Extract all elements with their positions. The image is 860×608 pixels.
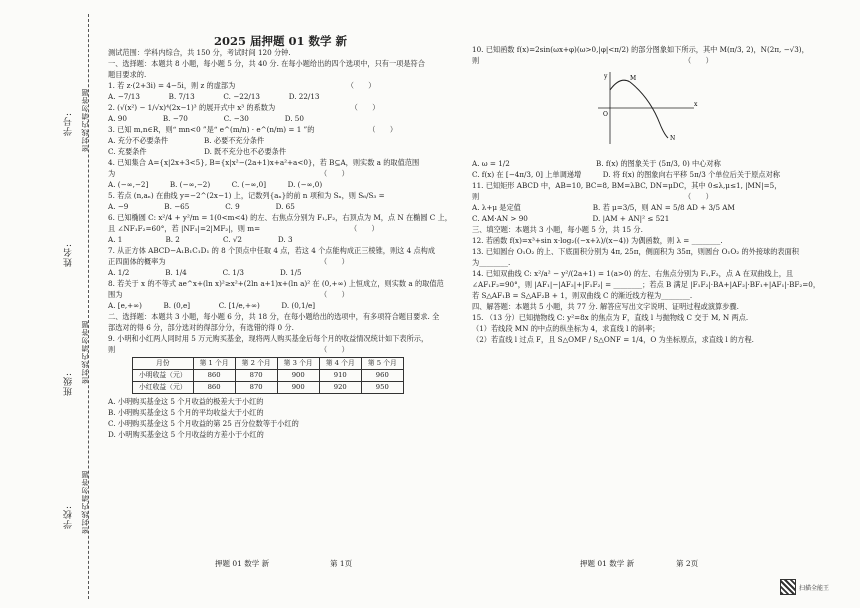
- number-label: 学号:: [64, 112, 74, 137]
- income-table: [132, 357, 404, 394]
- right-question-lines: [472, 44, 812, 66]
- table-row: [133, 382, 404, 394]
- question-line: 则 （ ）: [472, 56, 713, 65]
- question-line: 9. 小明和小红两人同时用 5 万元购买基金，现将两人购买基金后每个月的收益情况统计如下表所示，: [108, 334, 429, 343]
- question-line: 7. 从正方体 ABCD−A₁B₁C₁D₁ 的 8 个顶点中任取 4 点，若这 4 个点能构成正三棱锥，则这 4 点构成: [108, 246, 436, 255]
- seal-note-top: 密封线内请勿答题: [81, 88, 89, 152]
- question-line: 6. 已知椭圆 C: x²/4 + y²/m = 1(0<m<4) 的左、右焦点分别为 F₁,F₂，右顶点为 M，点 N 在椭圆 C 上，: [108, 213, 452, 222]
- question-line: 三、填空题：本题共 3 小题，每小题 5 分，共 15 分.: [472, 225, 643, 234]
- question-line: B. 小明购买基金这 5 个月的平均收益大于小红的: [108, 408, 264, 417]
- point-n-label: N: [670, 135, 676, 142]
- question-line: 14. 已知双曲线 C: x²/a² − y²/(2a+1) = 1(a>0) 的左、右焦点分别为 F₁,F₂，点 A 在双曲线上，且: [472, 269, 794, 278]
- table-cell: 第 1 个月: [193, 358, 235, 370]
- question-line: 为________.: [472, 258, 511, 267]
- question-line: 围为 （ ）: [108, 290, 349, 299]
- question-line: A. −9 B. −65 C. 9 D. 65: [108, 202, 295, 211]
- point-m-label: M: [630, 75, 637, 82]
- question-line: 10. 已知函数 f(x)=2sin(ωx+φ)(ω>0,|φ|<π/2) 的部分图象如下所示，其中 M(π/3, 2)，N(2π, −√3)，: [472, 45, 809, 54]
- question-line: C. f(x) 在 [−4π/3, 0] 上单调递增 D. 将 f(x) 的图象向右平移 5π/3 个单位后关于原点对称: [472, 170, 780, 179]
- school-label: 学校:: [64, 505, 74, 530]
- table-cell: 870: [235, 382, 277, 394]
- question-line: 5. 若点 (n,aₙ) 在曲线 y=−2^(2x−1) 上，记数列{aₙ}的前 n 项和为 Sₙ，则 S₆/S₃ =: [108, 191, 385, 200]
- seal-dashed-line: [88, 14, 89, 599]
- table-header-row: [133, 358, 404, 370]
- question-line: 为 （ ）: [108, 169, 349, 178]
- question-line: C. 小明购买基金这 5 个月收益的第 25 百分位数等于小红的: [108, 419, 299, 428]
- question-line: 若 S△AF₁B = S△AF₂B + 1，则双曲线 C 的渐近线方程为________.: [472, 291, 693, 300]
- table-cell: 第 3 个月: [277, 358, 319, 370]
- question-line: A. (−∞,−2] B. (−∞,−2) C. (−∞,0] D. (−∞,0): [108, 180, 323, 189]
- table-cell: 第 4 个月: [319, 358, 361, 370]
- question-line: A. 90 B. −70 C. −30 D. 50: [108, 114, 304, 123]
- table-cell: 小红收益（元）: [133, 382, 194, 394]
- exam-title: 2025 届押题 01 数学 新: [213, 34, 348, 48]
- question-line: 题目要求的.: [108, 70, 147, 79]
- question-line: D. 小明购买基金这 5 个月收益的方差小于小红的: [108, 430, 264, 439]
- name-label: 姓名:: [64, 243, 74, 268]
- question-line: A. λ+μ 是定值 B. 若 μ=3/5，则 AN = 5/8 AD + 3/5 AM: [472, 203, 735, 212]
- question-line: A. −7/13 B. 7/13 C. −22/13 D. 22/13: [108, 92, 320, 101]
- question-line: 1. 若 z·(2+3i) = 4−5i，则 z 的虚部为 （ ）: [108, 81, 376, 90]
- table-row: [133, 370, 404, 382]
- question-line: A. ω = 1/2 B. f(x) 的图象关于 (5π/3, 0) 中心对称: [472, 159, 721, 168]
- question-line: 四、解答题：本题共 5 小题，共 77 分. 解答应写出文字说明、证明过程或演算步骤.: [472, 302, 739, 311]
- qr-code-icon: [780, 579, 796, 595]
- question-line: 部选对的得 6 分，部分选对的得部分分，有选错的得 0 分.: [108, 323, 294, 332]
- left-footer-page: 第 1页: [330, 559, 353, 568]
- question-line: A. 1 B. 2 C. √2 D. 3: [108, 235, 293, 244]
- question-line: 4. 已知集合 A={x|2x+3<5}, B={x|x²−(2a+1)x+a²+a<0}，若 B⊆A，则实数 a 的取值范围: [108, 158, 420, 167]
- seal-note-middle: 密封线内请勿答题: [81, 320, 89, 384]
- question-line: 测试范围：学科内综合，共 150 分，考试时间 120 分钟.: [108, 48, 291, 57]
- table-cell: 900: [277, 370, 319, 382]
- table-cell: 950: [361, 382, 403, 394]
- sine-graph: [590, 68, 700, 148]
- origin-label: O: [603, 111, 608, 118]
- table-cell: 860: [193, 370, 235, 382]
- left-column: [108, 36, 453, 440]
- left-footer-title: 押题 01 数学 新: [215, 559, 270, 568]
- question-line: 13. 已知圆台 O₁O₂ 的上、下底面积分别为 4π, 25π，侧面积为 35π，则圆台 O₁O₂ 的外接球的表面积: [472, 247, 799, 256]
- question-line: 2. (√(x²) − 1/√x)⁴(2x−1)³ 的展开式中 x³ 的系数为 （ ）: [108, 103, 380, 112]
- q9-options: [108, 396, 453, 440]
- table-cell: 870: [235, 370, 277, 382]
- table-cell: 900: [277, 382, 319, 394]
- table-cell: 960: [361, 370, 403, 382]
- binding-margin: [0, 0, 92, 608]
- scanner-stamp: [780, 578, 852, 596]
- sine-curve: [610, 80, 668, 138]
- table-cell: 920: [319, 382, 361, 394]
- table-cell: 第 5 个月: [361, 358, 403, 370]
- right-footer-page: 第 2页: [676, 559, 699, 568]
- scanner-stamp-text: 扫描全能王: [799, 584, 830, 592]
- question-line: 15. （13 分）已知抛物线 C: y²=8x 的焦点为 F，直线 l 与抛物线 C 交于 M, N 两点.: [472, 313, 749, 322]
- question-line: 11. 已知矩形 ABCD 中，AB=10, BC=8, BM=λBC, DN=μDC，其中 0≤λ,μ≤1, |MN|=5，: [472, 181, 782, 190]
- question-line: C. AM·AN > 90 D. |AM + AN|² ≤ 521: [472, 214, 670, 223]
- question-line: 正四面体的概率为 （ ）: [108, 257, 349, 266]
- table-cell: 月份: [133, 358, 194, 370]
- question-line: ∠AF₁F₂=90°，则 |AF₁|−|AF₂|+|F₁F₂| = ________；若点 B 满足 |F₁F₂|·BA+|AF₂|·BF₁+|AF₁|·BF₂=0，: [472, 280, 821, 289]
- question-line: 12. 若函数 f(x)=x³+sin x·log₂((−x+λ)/(x−4)) 为偶函数，则 λ = ________.: [472, 236, 723, 245]
- question-line: 3. 已知 m,n∈R，则“ mn<0 ”是“ e^(m/n) · e^(n/m) = 1 ”的 （ ）: [108, 125, 398, 134]
- question-line: A. [e,+∞) B. (0,e] C. [1/e,+∞) D. (0,1/e]: [108, 301, 316, 310]
- class-label: 班级:: [64, 372, 74, 397]
- left-question-lines: [108, 47, 453, 355]
- table-cell: 860: [193, 382, 235, 394]
- question-line: 则 （ ）: [108, 345, 349, 354]
- question-line: 二、选择题：本题共 3 小题，每小题 6 分，共 18 分，在每小题给出的选项中，有多项符合题目要求. 全: [108, 312, 440, 321]
- question-line: 一、选择题：本题共 8 小题，每小题 5 分，共 40 分. 在每小题给出的四个选项中，只有一项是符合: [108, 59, 425, 68]
- right-question-lines-2: [472, 158, 821, 345]
- y-axis-label: y: [604, 73, 608, 80]
- question-line: 则 （ ）: [472, 192, 713, 201]
- right-footer-title: 押题 01 数学 新: [580, 559, 635, 568]
- question-line: （2）若直线 l 过点 F，且 S△OMF / S△ONF = 1/4，O 为坐标原点，求直线 l 的方程.: [472, 335, 754, 344]
- question-line: 8. 若关于 x 的不等式 ae^x+(ln x)²≥x²+(2ln a+1)x+(ln a)² 在 (0,+∞) 上恒成立，则实数 a 的取值范: [108, 279, 444, 288]
- question-line: A. 小明购买基金这 5 个月收益的极差大于小红的: [108, 397, 264, 406]
- table-cell: 小明收益（元）: [133, 370, 194, 382]
- seal-note-bottom: 密封线内请勿答题: [81, 470, 89, 534]
- question-line: A. 充分不必要条件 B. 必要不充分条件: [108, 136, 265, 145]
- question-line: （1）若线段 MN 的中点的纵坐标为 4，求直线 l 的斜率；: [472, 324, 660, 333]
- question-line: C. 充要条件 D. 既不充分也不必要条件: [108, 147, 287, 156]
- question-line: 且 ∠NF₁F₂=60°，若 |NF₁|=2|MF₂|，则 m= （ ）: [108, 224, 379, 233]
- table-cell: 910: [319, 370, 361, 382]
- table-cell: 第 2 个月: [235, 358, 277, 370]
- x-axis-label: x: [694, 101, 698, 108]
- question-line: A. 1/2 B. 1/4 C. 1/3 D. 1/5: [108, 268, 302, 277]
